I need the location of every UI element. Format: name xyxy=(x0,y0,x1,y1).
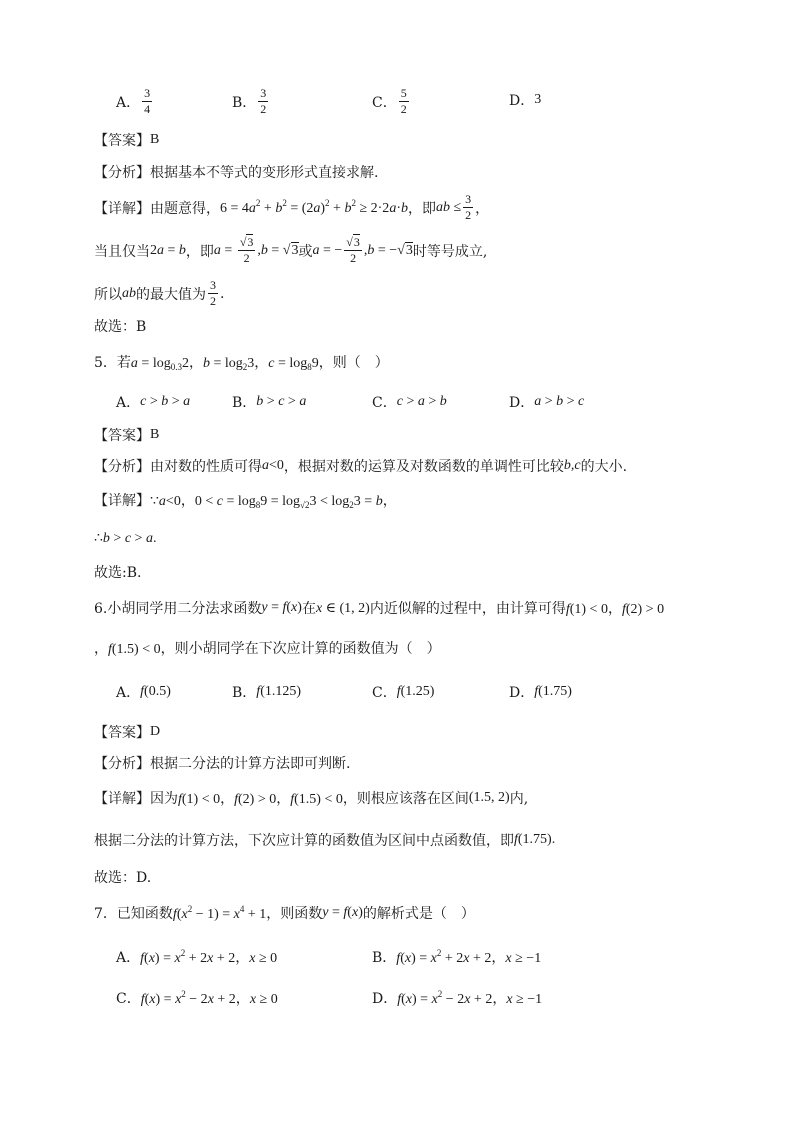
q4-detail-line2: 当且仅当 2a = b ，即 a = $\frac{√3}{2}$ ,b = √3 或 a = − $\frac{√3}{2}$ ,b = −√3 时等号成立, xyxy=(94,235,488,265)
q4-option-a[interactable]: A． $\frac{3}{4}$ xyxy=(116,86,151,116)
equation: $6 = 4a^2 + b^2 = (2a)^2 + b^2 \ge 2\cdot 2a\cdot b$ xyxy=(220,198,408,216)
q6-option-b[interactable]: B． f(1.125) xyxy=(232,684,302,701)
q4-detail-line3: 所以 ab 的最大值为 $\frac{3}{2}$ . xyxy=(94,278,225,308)
q5-option-a[interactable]: A． c > b > a xyxy=(116,394,191,411)
fraction: $\frac{5}{2}$ xyxy=(400,86,407,116)
q5-stem: 5．若 $a = \log_{0.3}2$，$b = \log_23$，$c = \log_89$ ，则（ ） xyxy=(94,352,389,372)
q6-choose: 故选：D. xyxy=(94,870,152,886)
q6-answer: 【答案】 D xyxy=(94,724,161,741)
q5-option-d[interactable]: D． a > b > c xyxy=(509,394,585,411)
q6-option-a[interactable]: A． f(0.5) xyxy=(116,684,171,701)
q6-analysis: 【分析】 根据二分法的计算方法即可判断. xyxy=(94,756,351,772)
q4-choose: 故选：B xyxy=(94,319,147,335)
q7-option-b[interactable]: B． $f(x) = x^2 + 2x + 2$，x ≥ −1 xyxy=(372,948,542,966)
fraction: $\frac{√3}{2}$ xyxy=(239,235,254,265)
fraction: $\frac{√3}{2}$ xyxy=(346,235,360,265)
fraction: $\frac{3}{2}$ xyxy=(260,86,267,116)
q6-detail-line2: 根据二分法的计算方法，下次应计算的函数值为区间中点函数值，即 f(1.75). xyxy=(94,832,556,849)
q4-answer: 【答案】 B xyxy=(94,132,160,149)
q6-stem: 6.小胡同学用二分法求函数 y = f(x) 在 x ∈ (1, 2) 内近似解的过程中，由计算可得 f(1) < 0，f(2) > 0 xyxy=(94,600,665,617)
equation: ∵a<0，$0 < c = \log_89 = \log_{√2}3 < \log_23 = b$， xyxy=(150,494,397,510)
q4-option-b[interactable]: B． $\frac{3}{2}$ xyxy=(232,86,267,116)
fraction: $\frac{3}{2}$ xyxy=(465,192,472,222)
fraction: $\frac{3}{2}$ xyxy=(210,278,216,308)
equation: $a = \log_{0.3}2$，$b = \log_23$，$c = \log_89$ xyxy=(130,356,319,372)
q5-option-c[interactable]: C． c > a > b xyxy=(372,394,447,411)
fraction: $\frac{3}{4}$ xyxy=(144,86,151,116)
q5-detail: 【详解】 ∵a<0，$0 < c = \log_89 = \log_{√2}3 < \log_23 = b$， xyxy=(94,490,397,510)
q5-analysis: 【分析】 由对数的性质可得 a<0 ，根据对数的运算及对数函数的单调性可比较 b,c 的大小. xyxy=(94,458,628,475)
q6-option-c[interactable]: C． f(1.25) xyxy=(372,684,435,701)
q5-answer: 【答案】 B xyxy=(94,427,160,444)
q5-choose: 故选:B. xyxy=(94,565,142,581)
q4-analysis: 【分析】 根据基本不等式的变形形式直接求解. xyxy=(94,165,379,181)
q4-detail: 【详解】 由题意得， $6 = 4a^2 + b^2 = (2a)^2 + b^2 \ge 2\cdot 2a\cdot b$ ，即 ab ≤ $\frac{3}{2}$ ， xyxy=(94,192,490,222)
q5-detail-line2: ∴b > c > a. xyxy=(94,531,157,546)
q4-option-d[interactable]: D． 3 xyxy=(509,92,542,109)
q7-option-c[interactable]: C． $f(x) = x^2 - 2x + 2$，x ≥ 0 xyxy=(116,989,278,1007)
q5-option-b[interactable]: B． b > c > a xyxy=(232,394,307,411)
q7-stem: 7．已知函数 $f(x^2 - 1) = x^4 + 1$ ，则函数 y = f(x) 的解析式是（ ） xyxy=(94,903,475,922)
q6-detail: 【详解】 因为 f(1) < 0，f(2) > 0，f(1.5) < 0 ，则根应该落在区间 (1.5, 2) 内, xyxy=(94,790,529,807)
q6-option-d[interactable]: D． f(1.75) xyxy=(509,684,572,701)
q7-option-a[interactable]: A． $f(x) = x^2 + 2x + 2$，x ≥ 0 xyxy=(116,948,278,966)
q4-option-c[interactable]: C． $\frac{5}{2}$ xyxy=(372,86,407,116)
q6-stem-line2: ，f(1.5) < 0 ，则小胡同学在下次应计算的函数值为（ ） xyxy=(94,641,441,657)
q7-option-d[interactable]: D． $f(x) = x^2 - 2x + 2$，x ≥ −1 xyxy=(372,989,543,1007)
